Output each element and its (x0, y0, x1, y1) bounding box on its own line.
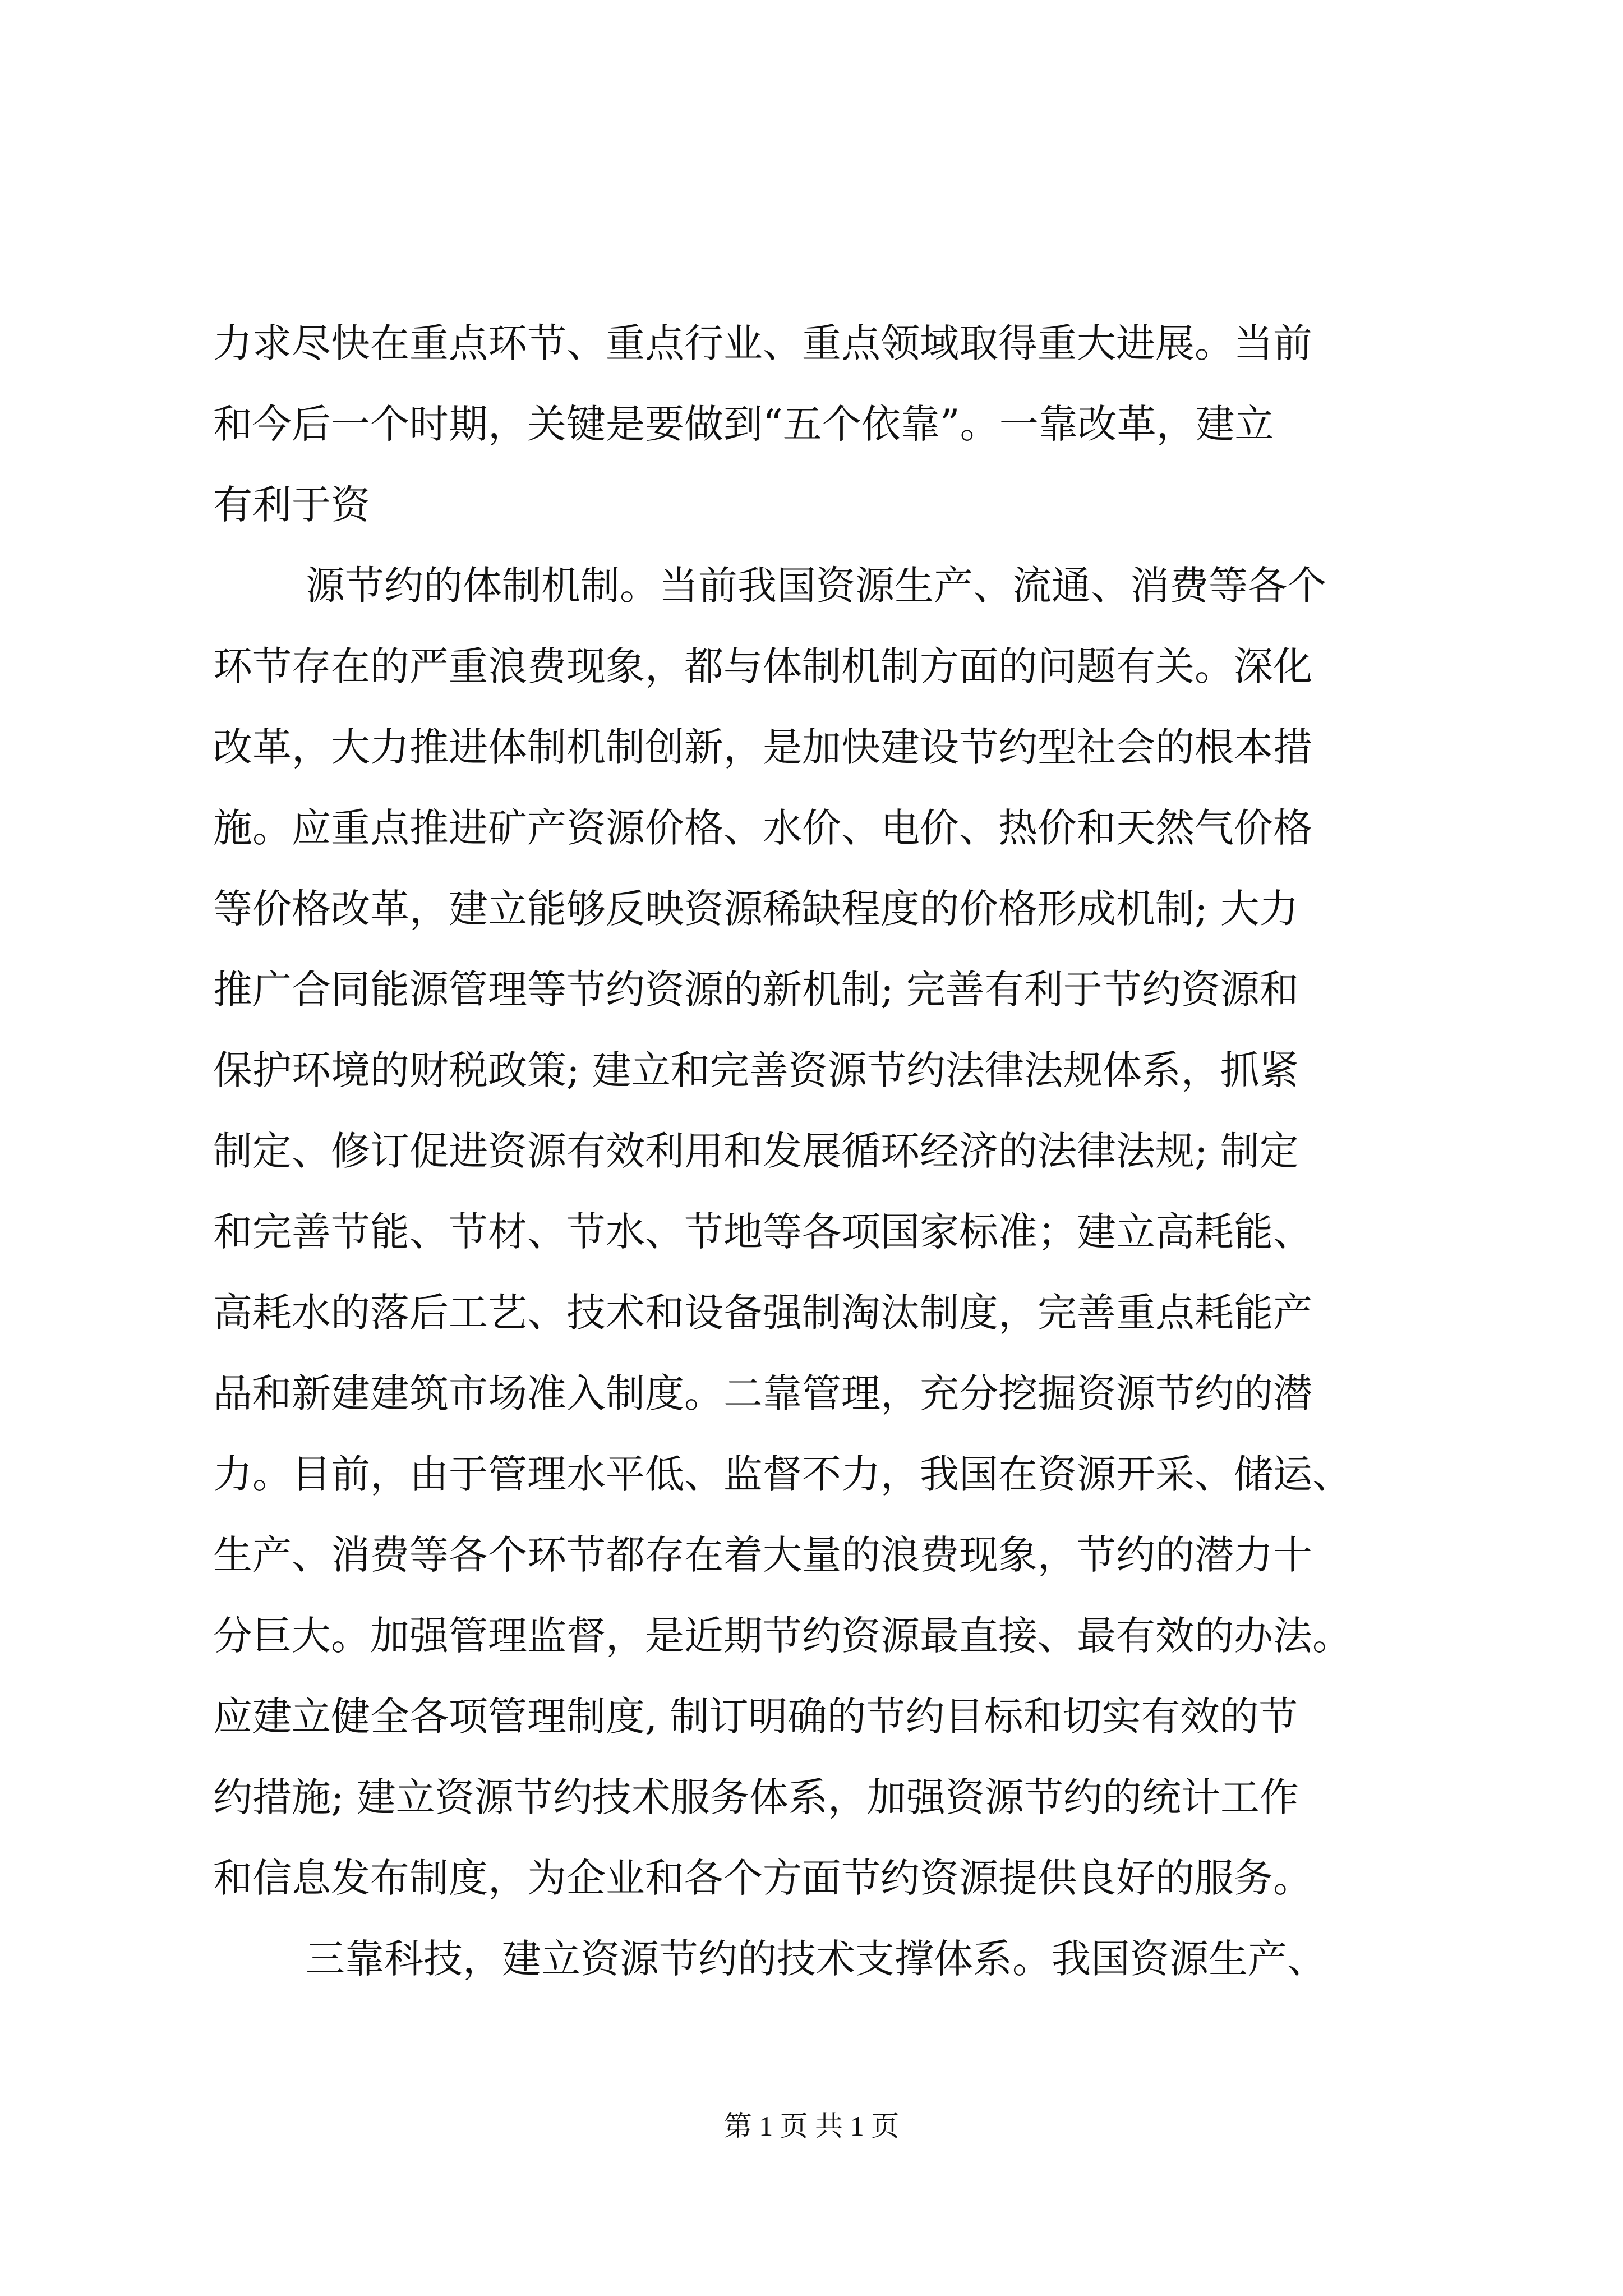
paragraph-1 (213, 303, 1416, 545)
text-line: 施。应重点推进矿产资源价格、水价、电价、热价和天然气价格 (213, 805, 1312, 851)
page-footer: 第 1 页 共 1 页 (723, 2110, 900, 2142)
text-line: 和完善节能、节材、节水、节地等各项国家标准；建立高耗能、 (213, 1209, 1312, 1255)
paragraph-2 (213, 545, 1416, 1918)
text-line: 力。目前，由于管理水平低、监督不力，我国在资源开采、储运、 (213, 1451, 1352, 1497)
text-line: 高耗水的落后工艺、技术和设备强制淘汰制度，完善重点耗能产 (213, 1290, 1312, 1336)
text-line: 环节存在的严重浪费现象，都与体制机制方面的问题有关。深化 (213, 643, 1312, 689)
text-line: 和今后一个时期，关键是要做到“五个依靠”。一靠改革，建立 (213, 401, 1274, 447)
text-line: 制定、修订促进资源有效利用和发展循环经济的法律法规; 制定 (213, 1128, 1299, 1174)
text-line: 生产、消费等各个环节都存在着大量的浪费现象，节约的潜力十 (213, 1532, 1312, 1578)
text-line: 力求尽快在重点环节、重点行业、重点领域取得重大进展。当前 (213, 320, 1312, 366)
text-line: 有利于资 (213, 482, 370, 528)
text-line: 等价格改革，建立能够反映资源稀缺程度的价格形成机制; 大力 (213, 886, 1299, 932)
text-line: 和信息发布制度，为企业和各个方面节约资源提供良好的服务。 (213, 1855, 1312, 1901)
text-line: 约措施; 建立资源节约技术服务体系，加强资源节约的统计工作 (213, 1774, 1299, 1820)
text-line: 保护环境的财税政策; 建立和完善资源节约法律法规体系，抓紧 (213, 1047, 1299, 1093)
text-line: 分巨大。加强管理监督，是近期节约资源最直接、最有效的办法。 (213, 1613, 1352, 1659)
text-line: 源节约的体制机制。当前我国资源生产、流通、消费等各个 (306, 563, 1326, 609)
text-line: 三靠科技，建立资源节约的技术支撑体系。我国资源生产、 (306, 1936, 1326, 1982)
text-line: 应建立健全各项管理制度, 制订明确的节约目标和切实有效的节 (213, 1694, 1298, 1740)
text-line: 推广合同能源管理等节约资源的新机制; 完善有利于节约资源和 (213, 967, 1299, 1013)
document-body (213, 303, 1416, 1999)
text-line: 品和新建建筑市场准入制度。二靠管理，充分挖掘资源节约的潜 (213, 1370, 1312, 1416)
paragraph-3 (213, 1918, 1416, 1999)
text-line: 改革，大力推进体制机制创新，是加快建设节约型社会的根本措 (213, 724, 1312, 770)
